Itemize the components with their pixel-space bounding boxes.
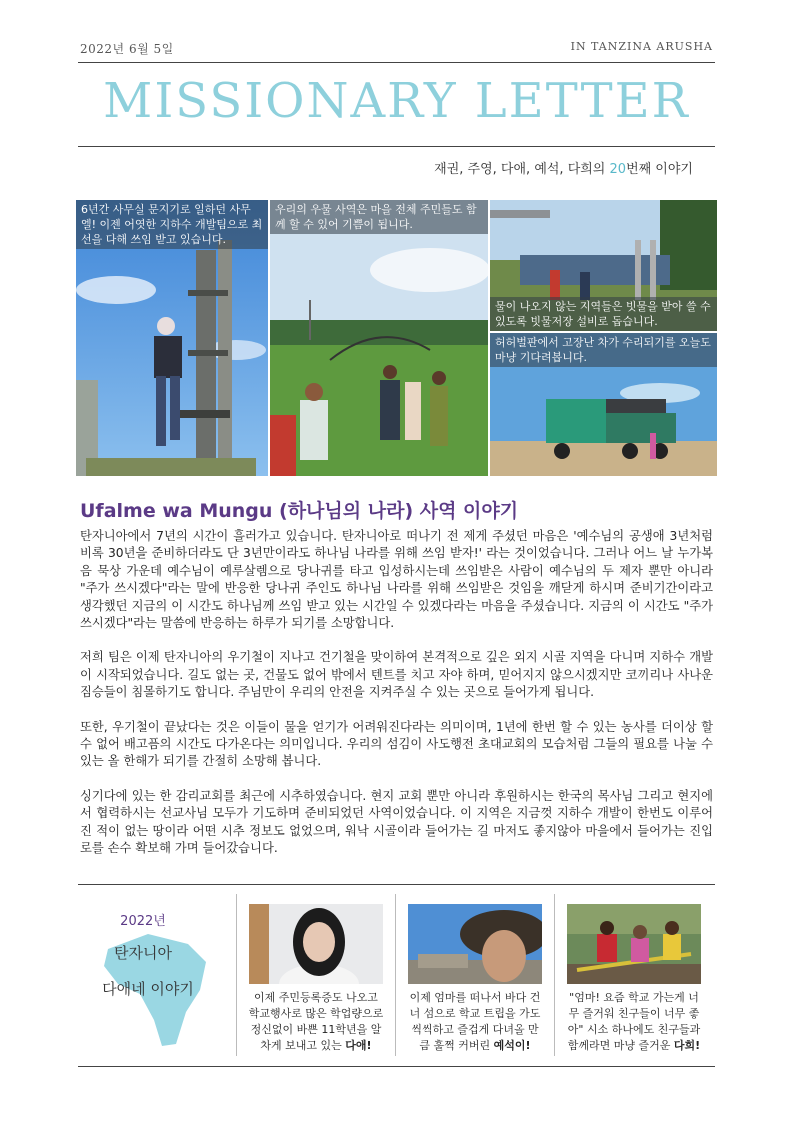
kid-photo-yeseok [408,904,542,984]
bottom-rule [78,1066,715,1067]
photo-villagers-image [270,200,488,476]
kid-caption-text: 이제 주민등록증도 나오고 학교행사로 많은 학업량으로 정신없이 바쁜 11학년을 알차게 보내고 있는 [248,991,384,1052]
kid-caption-dahee [566,990,702,1054]
article-paragraph: 또한, 우기철이 끝났다는 것은 이들이 물을 얻기가 어려워진다라는 의미이며, 1년에 한번 할 수 있는 농사를 더이상 할 수 없어 배고픔의 시간도 다가온다는 의미입니다. 우리의 섬김이 사도행전 초대교회의 모습처럼 그들의 필요를 나눌 수 있는 올 한해가 되기를 간절히 소망해 봅니다. [80,719,713,769]
kid-caption-yeseok [407,990,543,1054]
kid-photo-dahee [567,904,701,984]
article-paragraph: 싱기다에 있는 한 감리교회를 최근에 시추하였습니다. 현지 교회 뿐만 아니라 후원하시는 한국의 목사님 그리고 현지에서 협력하시는 선교사님 모두가 기도하며 준비되었던 사역이었습니다. 이 지역은 지금껏 지하수 개발이 한번도 이루어진 적이 없는 땅이라 어떤 시추 정보도 없었으며, 워낙 시골이라 들어가는 길 마저도 좋지않아 마을에서 들어가는 진입로를 손수 확보해 가며 들어갔습니다. [80,788,713,856]
byline-prefix: 재권, 주영, 다애, 예석, 다희의 [434,162,610,177]
letter-location: IN TANZINA ARUSHA [570,40,713,53]
kid-photo-daae-image [249,904,383,984]
kid-name: 예석이! [493,1039,531,1052]
photo-rain-harvest [490,200,717,331]
photo-rain-harvest-caption: 물이 나오지 않는 지역들은 빗물을 받아 쓸 수 있도록 빗물저장 설비로 돕습니다. [490,297,717,331]
column-divider [554,894,555,1056]
article-paragraph: 저희 팀은 이제 탄자니아의 우기철이 지나고 건기철을 맞이하여 본격적으로 깊은 외지 시골 지역을 다니며 지하수 개발이 시작되었습니다. 길도 없는 곳, 건물도 없어 밖에서 텐트를 치고 자야 하며, 믿어지지 않으시겠지만 코끼리나 사나운 짐승들이 침몰하기도 합니다. 주님만이 우리의 안전을 지켜주실 수 있는 곳으로 들어가게 됩니다. [80,650,713,700]
family-title-block [78,894,234,1056]
family-section [78,884,713,1066]
photo-villagers-caption: 우리의 우물 사역은 마을 전체 주민들도 함께 할 수 있어 기쁨이 됩니다. [270,200,488,234]
column-divider [236,894,237,1056]
article-body [80,528,713,875]
kid-caption-text: "엄마! 요즘 학교 가는게 너무 즐거워 친구들이 너무 좋아" 시소 하나에도 친구들과 함께라면 마냥 즐거운 [567,991,701,1052]
family-line2: 다애네 이야기 [102,980,194,998]
family-line1: 탄자니아 [114,944,172,962]
photo-drill-worker [76,200,268,476]
kid-photo-yeseok-image [408,904,542,984]
byline-number: 20 [609,162,627,177]
article-title: Ufalme wa Mungu (하나님의 나라) 사역 이야기 [80,500,519,522]
photo-villagers [270,200,488,476]
article-paragraph: 탄자니아에서 7년의 시간이 흘러가고 있습니다. 탄자니아로 떠나기 전 제게 주셨던 마음은 '예수님의 공생애 3년처럼 비록 30년을 준비하더라도 단 3년만이라도 하나님 나라를 위해 쓰임 받자!' 라는 것이었습니다. 그러나 어느 날 누가복음 묵상 가운데 예수님이 예루살렘으로 당나귀를 타고 입성하시는데 쓰임받은 사람이 예수님의 두 제자 뿐만 아니라 "주가 쓰시겠다"라는 말에 반응한 당나귀 주인도 하나님 나라를 위해 쓰임받은 것임을 깨닫게 하시며 준비기간이라고 생각했던 지금의 이 시간도 하나님께 쓰임 받고 있는 시간일 수 있겠다라는 마음을 주셨습니다. 지금의 이 시간도 "주가 쓰시겠다"라는 말씀에 반응하는 하루가 되기를 소망합니다. [80,529,713,631]
kid-caption-daae [248,990,384,1054]
masthead-rule [78,146,715,147]
kid-name: 다애! [345,1039,372,1052]
photo-truck-caption: 허허벌판에서 고장난 차가 수리되기를 오늘도 마냥 기다려봅니다. [490,333,717,367]
kid-photo-daae [249,904,383,984]
kid-caption-text: 이제 엄마를 떠나서 바다 건너 섬으로 학교 트립을 가도 씩씩하고 즐겁게 다녀올 만큼 훌쩍 커버린 [409,991,541,1052]
top-rule [78,62,715,63]
photo-drill-worker-caption: 6년간 사무실 문지기로 일하던 사무엘! 이젠 어엿한 지하수 개발팀으로 최선을 다해 쓰임 받고 있습니다. [76,200,268,249]
byline [434,158,693,177]
column-divider [395,894,396,1056]
masthead-title: MISSIONARY LETTER [103,73,690,129]
letter-date: 2022년 6월 5일 [80,42,174,56]
kid-photo-dahee-image [567,904,701,984]
byline-suffix: 번째 이야기 [626,162,693,177]
kid-name: 다희! [673,1039,701,1052]
photo-truck [490,333,717,476]
family-year: 2022년 [120,914,166,929]
